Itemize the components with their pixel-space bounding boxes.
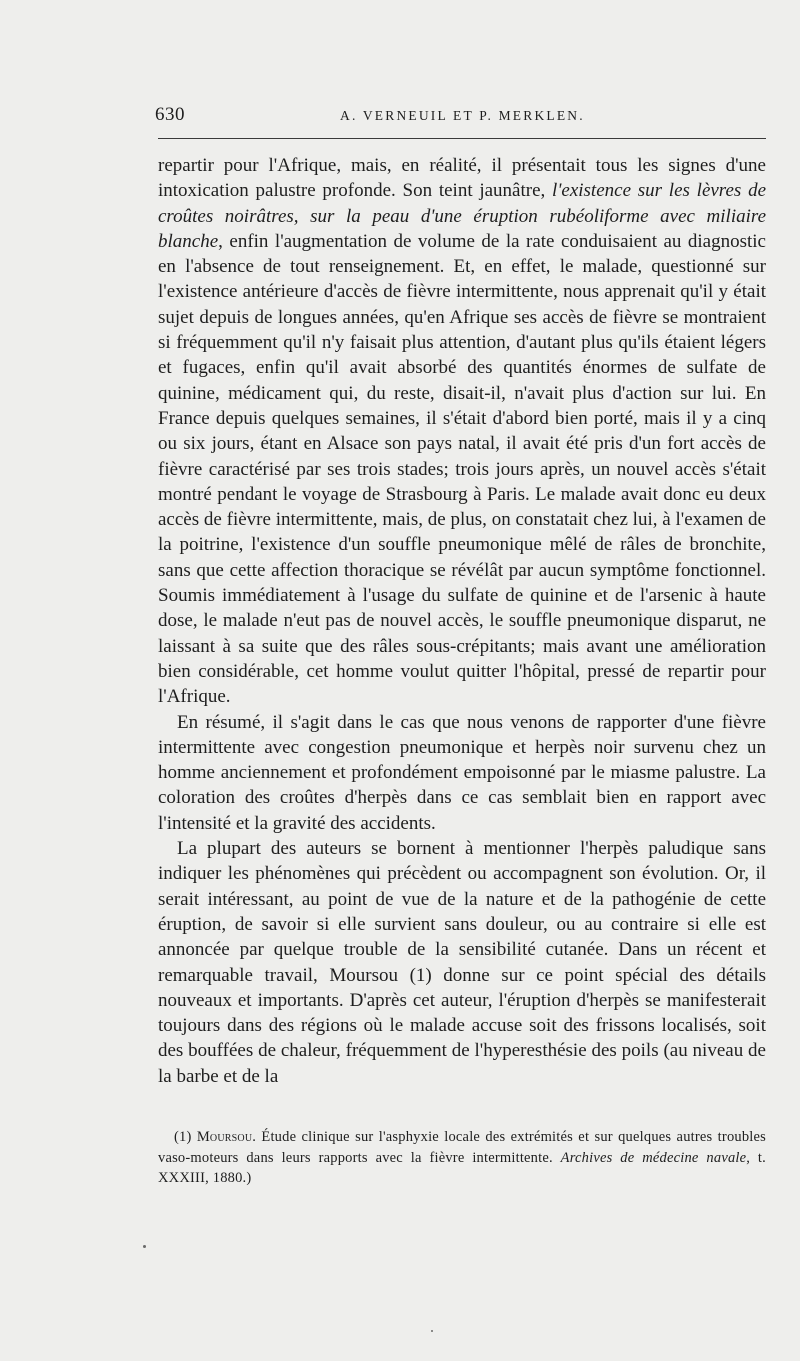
paragraph-3: La plupart des auteurs se bornent à mentionner l'herpès paludique sans indiquer les phénomènes qui précèdent ou accompagnent son évolution. Or, il serait intéressant, au point de vue de la nature et de la pathogénie de cette éruption, de savoir si elle survient sans douleur, ou au contraire si elle est annoncée par quelque trouble de la sensibilité cutanée. Dans un récent et remarquable travail, Moursou (1) donne sur ce point spécial des détails nouveaux et importants. D'après cet auteur, l'éruption d'herpès se manifesterait toujours dans des régions où le malade accuse soit des frissons localisés, soit des bouffées de chaleur, fréquemment de l'hyperesthésie des poils (au niveau de la barbe et de la bbox=[158, 838, 766, 1087]
footnote-journal: Archives de médecine navale bbox=[560, 1149, 747, 1166]
footnote-author: Moursou. bbox=[196, 1129, 257, 1145]
body-text bbox=[158, 153, 766, 1089]
header-rule bbox=[158, 138, 766, 139]
footnote-marker: (1) bbox=[174, 1129, 192, 1145]
page-number: 630 bbox=[155, 104, 185, 125]
paragraph-1-end: , enfin l'augmentation de volume de la rate conduisaient au diagnostic en l'absence de tout renseignement. Et, en effet, le malade, questionné sur l'existence antérieure d'accès de fièvre intermittente, nous apprenait qu'il y était sujet depuis de longues années, qu'en Afrique ses accès de fièvre se montraient si fréquemment qu'il n'y faisait plus attention, d'autant plus qu'ils étaient légers et fugaces, enfin qu'il avait absorbé des quantités énormes de sulfate de quinine, médicament qui, du reste, disait-il, n'avait plus d'action sur lui. En France depuis quelques semaines, il s'était d'abord bien porté, mais il y a cinq ou six jours, étant en Alsace son pays natal, il avait été pris d'un fort accès de fièvre caractérisé par ses trois stades; trois jours après, un nouvel accès s'était montré pendant le voyage de Strasbourg à Paris. Le malade avait donc eu deux accès de fièvre intermittente, mais, de plus, on constatait chez lui, à l'examen de la poitrine, l'existence d'un souffle pneumonique mêlé de râles de bronchite, sans que cette affection thoracique se révélât par aucun symptôme fonctionnel. Soumis immédiatement à l'usage du sulfate de quinine et de l'arsenic à haute dose, le malade n'eut pas de nouvel accès, le souffle pneumonique disparut, ne laissant à sa suite que des râles sous-crépitants; mais avant une amélioration bien considérable, cet homme voulut quitter l'hôpital, pressé de repartir pour l'Afrique. bbox=[158, 230, 766, 708]
paragraph-2: En résumé, il s'agit dans le cas que nous venons de rapporter d'une fièvre intermittente avec congestion pneumonique et herpès noir survenu chez un homme anciennement et profondément empoisonné par le miasme palustre. La coloration des croûtes d'herpès dans ce cas semblait bien en rapport avec l'intensité et la gravité des accidents. bbox=[158, 711, 766, 834]
ink-speck bbox=[431, 1330, 433, 1332]
footnote-citation: , t. XXXIII, 1880.) bbox=[158, 1149, 766, 1186]
page-header bbox=[155, 104, 765, 130]
running-head: A. VERNEUIL ET P. MERKLEN. bbox=[340, 108, 585, 123]
paragraph-1-start: repartir pour l'Afrique, mais, en réalité, il présentait tous les signes d'une intoxication palustre profonde. Son teint jaunâtre, bbox=[158, 155, 766, 202]
paragraph-1 bbox=[158, 153, 766, 710]
footnote-text: Étude clinique sur l'asphyxie locale des extrémités et sur quelques autres troubles vaso-moteurs dans leurs rapports avec la fièvre intermittente. bbox=[158, 1129, 766, 1166]
footnote bbox=[158, 1127, 766, 1189]
ink-speck bbox=[143, 1245, 146, 1248]
paragraph-1-italic: l'existence sur les lèvres de croûtes noirâtres, sur la peau d'une éruption rubéoliforme avec miliaire blanche bbox=[158, 180, 767, 252]
